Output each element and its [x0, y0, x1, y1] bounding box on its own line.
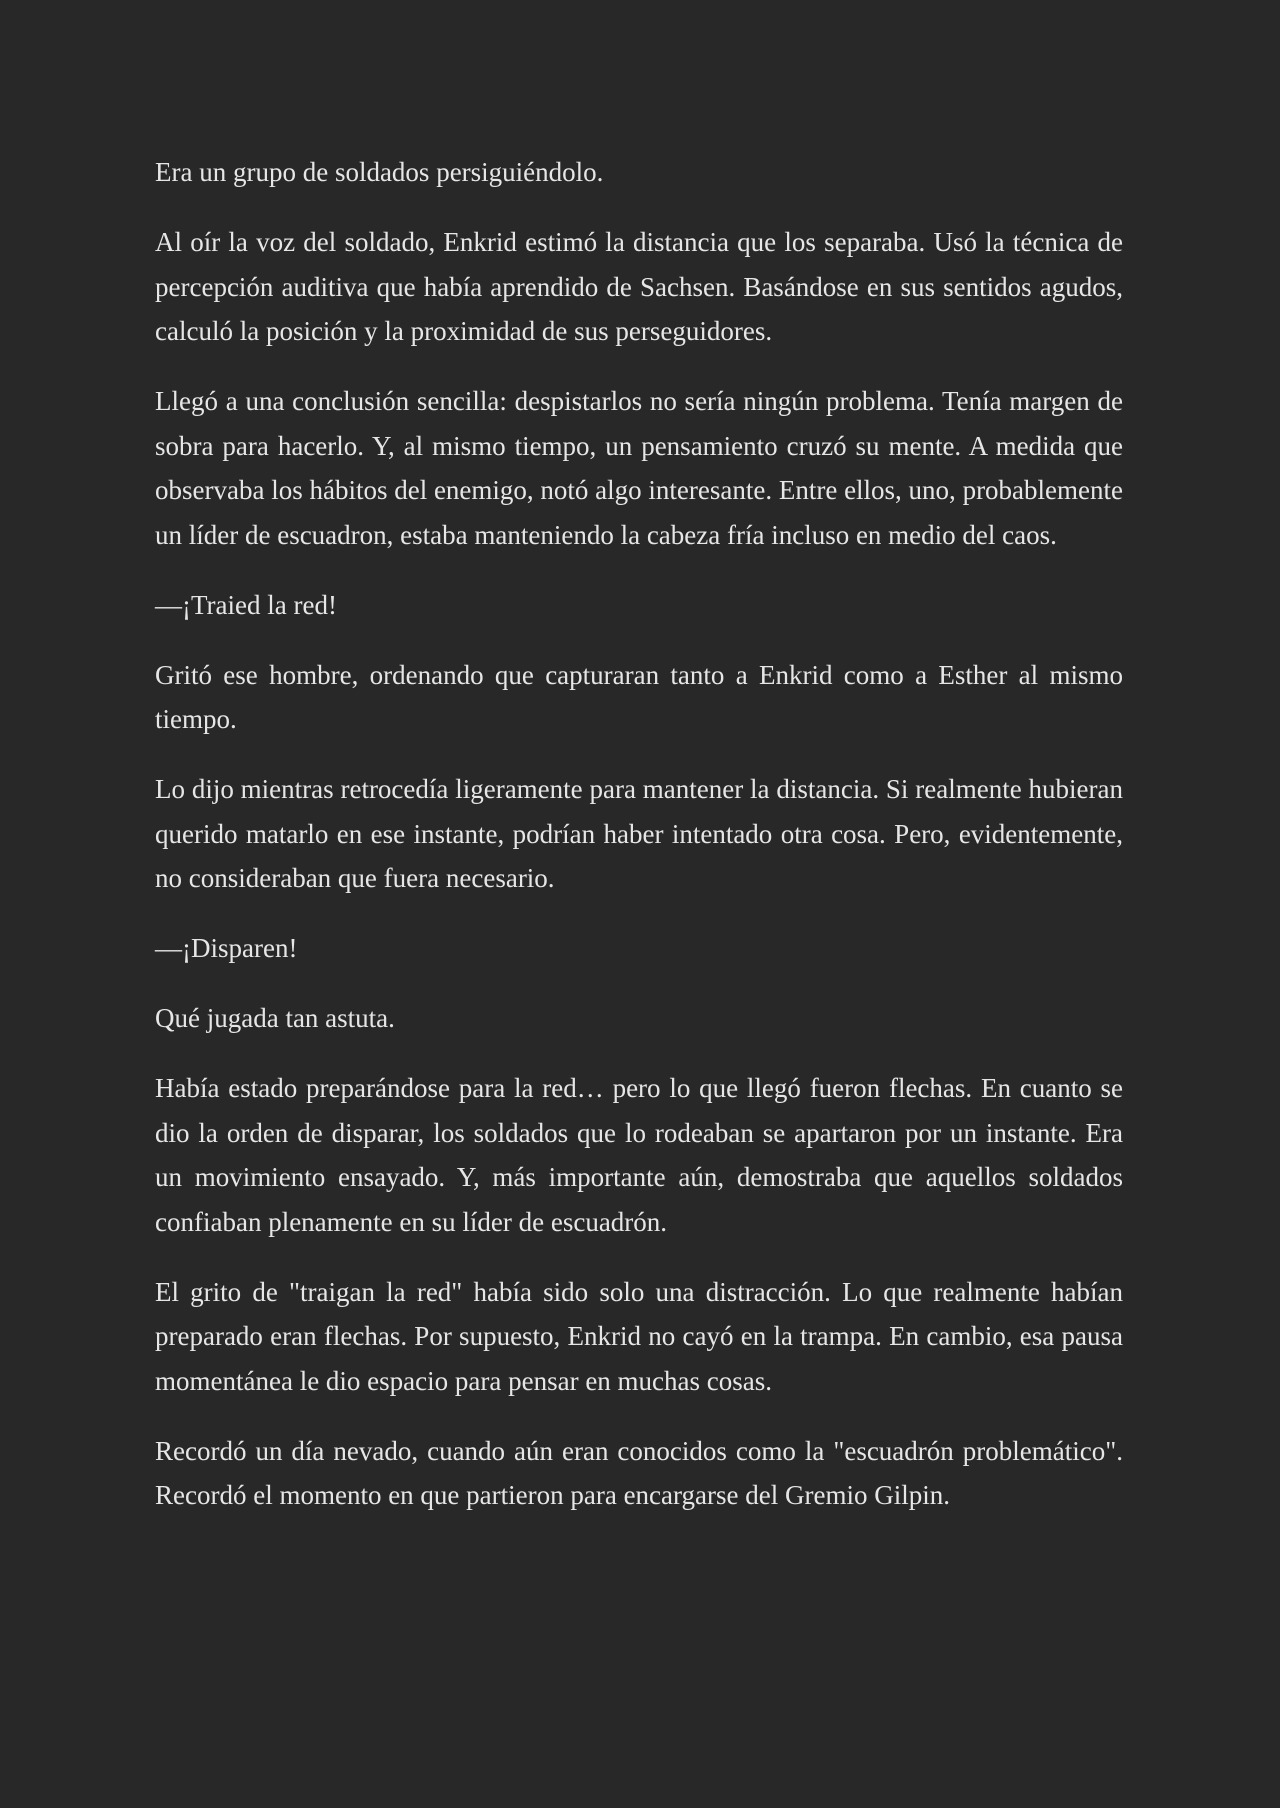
paragraph-2: Al oír la voz del soldado, Enkrid estimó la distancia que los separaba. Usó la técnica de percepción auditiva que había aprendido de Sachsen. Basándose en sus sentidos agudos, calculó la posición y la proximidad de sus perseguidores. — [155, 227, 1123, 346]
paragraph-10: El grito de "traigan la red" había sido solo una distracción. Lo que realmente habían preparado eran flechas. Por supuesto, Enkrid no cayó en la trampa. En cambio, esa pausa momentánea le dio espacio para pensar en muchas cosas. — [155, 1276, 1123, 1396]
paragraph-1: Era un grupo de soldados persiguiéndolo. — [155, 157, 604, 187]
paragraph-4-dialogue: —¡Traied la red! — [155, 589, 337, 620]
paragraph-6: Lo dijo mientras retrocedía ligeramente para mantener la distancia. Si realmente hubieran querido matarlo en ese instante, podrían haber intentado otra cosa. Pero, evidentemente, no consideraban que fuera necesario. — [155, 774, 1123, 893]
chapter-text — [155, 150, 1123, 1543]
paragraph-9: Había estado preparándose para la red… pero lo que llegó fueron flechas. En cuanto se dio la orden de disparar, los soldados que lo rodeaban se apartaron por un instante. Era un movimiento ensayado. Y, más importante aún, demostraba que aquellos soldados confiaban plenamente en su líder de escuadrón. — [155, 1073, 1123, 1237]
paragraph-3: Llegó a una conclusión sencilla: despistarlos no sería ningún problema. Tenía margen de sobra para hacerlo. Y, al mismo tiempo, un pensamiento cruzó su mente. A medida que observaba los hábitos del enemigo, notó algo interesante. Entre ellos, uno, probablemente un líder de escuadron, estaba manteniendo la cabeza fría incluso en medio del caos. — [155, 386, 1123, 550]
paragraph-8: Qué jugada tan astuta. — [155, 1003, 395, 1033]
paragraph-7-dialogue: —¡Disparen! — [155, 933, 298, 963]
paragraph-11: Recordó un día nevado, cuando aún eran conocidos como la "escuadrón problemático". Recordó el momento en que partieron para encargarse del Gremio Gilpin. — [155, 1435, 1123, 1510]
paragraph-5: Gritó ese hombre, ordenando que capturaran tanto a Enkrid como a Esther al mismo tiempo. — [155, 659, 1123, 734]
